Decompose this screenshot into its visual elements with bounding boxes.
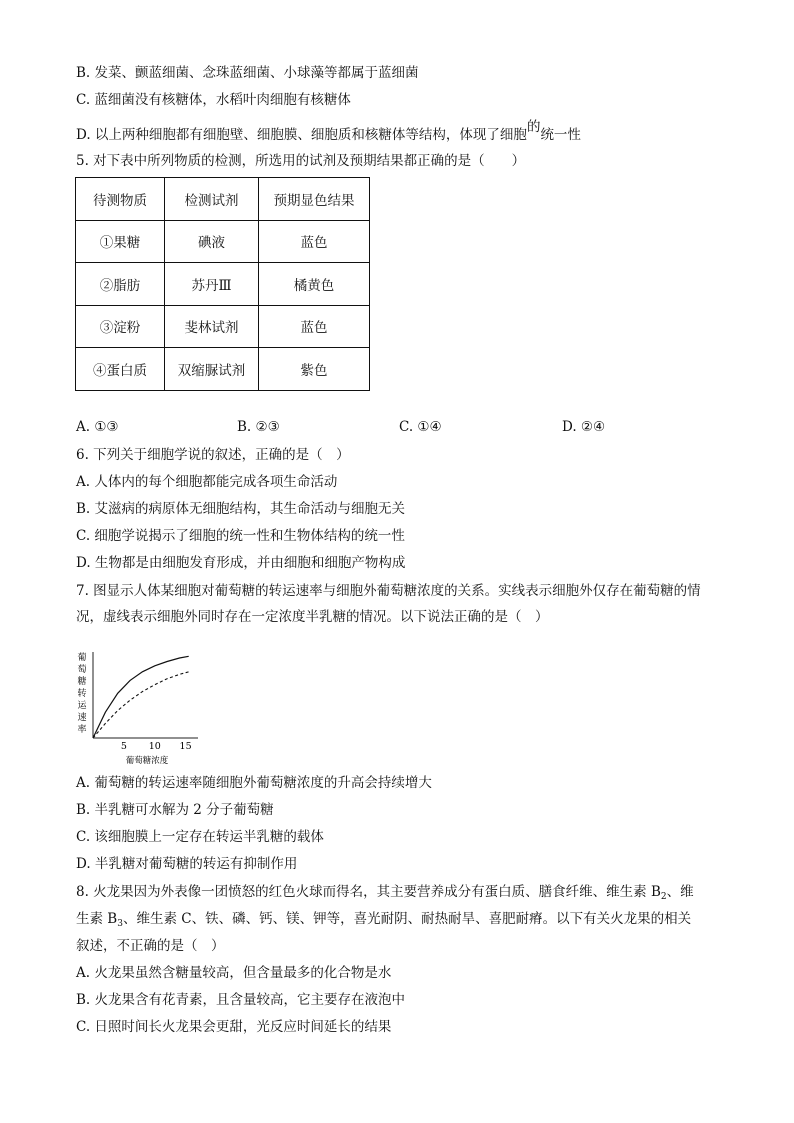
q7-option-c: C. 该细胞膜上一定存在转运半乳糖的载体	[76, 829, 324, 845]
q6-option-b: B. 艾滋病的病原体无细胞结构，其生命活动与细胞无关	[76, 501, 406, 517]
table-cell: ①果糖	[76, 220, 165, 263]
y-axis-label-char: 萄	[77, 665, 87, 675]
q5-option-c: C. ①④	[399, 419, 442, 435]
table-cell: ②脂肪	[76, 263, 165, 306]
q8-stem-line2	[76, 910, 691, 930]
q8-option-b: B. 火龙果含有花青素，且含量较高，它主要存在液泡中	[76, 992, 406, 1008]
table-row	[76, 305, 370, 348]
q8-subscript: 3	[117, 919, 123, 929]
q8-stem-line1-text: 8. 火龙果因为外表像一团愤怒的红色火球而得名，其主要营养成分有蛋白质、膳食纤维、维生素 B	[76, 884, 661, 900]
x-tick-label: 10	[148, 741, 161, 752]
table-cell: 苏丹Ⅲ	[165, 263, 259, 306]
table-cell: 橘黄色	[259, 263, 370, 306]
q7-option-b: B. 半乳糖可水解为 2 分子葡萄糖	[76, 802, 274, 818]
q8-stem-line1	[76, 883, 694, 903]
y-axis-label	[77, 651, 87, 735]
q7-chart	[74, 650, 204, 768]
y-axis-label-char: 率	[77, 725, 87, 735]
q4-option-d-sup: 的	[526, 119, 541, 135]
table-row	[76, 220, 370, 263]
q7-stem-line1: 7. 图显示人体某细胞对葡萄糖的转运速率与细胞外葡萄糖浓度的关系。实线表示细胞外仅存在葡萄糖的情	[76, 583, 701, 599]
q7-stem-line2: 况，虚线表示细胞外同时存在一定浓度半乳糖的情况。以下说法正确的是（ ）	[76, 609, 549, 625]
q5-stem: 5. 对下表中所列物质的检测，所选用的试剂及预期结果都正确的是（ ）	[76, 153, 526, 169]
q5-option-d: D. ②④	[562, 419, 606, 435]
q6-option-c: C. 细胞学说揭示了细胞的统一性和生物体结构的统一性	[76, 528, 405, 544]
table-cell: ③淀粉	[76, 305, 165, 348]
q6-option-a: A. 人体内的每个细胞都能完成各项生命活动	[76, 474, 338, 490]
q8-stem-line2-start: 生素 B	[76, 911, 118, 927]
q4-option-c: C. 蓝细菌没有核糖体，水稻叶肉细胞有核糖体	[76, 92, 351, 108]
table-row	[76, 348, 370, 391]
x-tick-label: 5	[120, 741, 127, 752]
q6-option-d: D. 生物都是由细胞发育形成，并由细胞和细胞产物构成	[76, 555, 406, 571]
table-cell: 紫色	[259, 348, 370, 391]
q8-stem-line2-text: 、维生素 C、铁、磷、钙、镁、钾等，喜光耐阴、耐热耐旱、喜肥耐瘠。以下有关火龙果的相关	[122, 911, 692, 927]
table-cell: 蓝色	[259, 220, 370, 263]
table-cell: 双缩脲试剂	[165, 348, 259, 391]
q4-option-d	[76, 119, 581, 144]
x-axis-label: 葡萄糖浓度	[125, 756, 169, 766]
q5-option-a: A. ①③	[76, 419, 119, 435]
y-axis-label-char: 速	[77, 713, 87, 723]
q6-stem: 6. 下列关于细胞学说的叙述，正确的是（ ）	[76, 447, 350, 463]
q7-option-d: D. 半乳糖对葡萄糖的转运有抑制作用	[76, 856, 298, 872]
table-header-cell: 预期显色结果	[259, 178, 370, 221]
table-header-cell: 检测试剂	[165, 178, 259, 221]
q8-stem-line1-end: 、维	[666, 884, 694, 900]
table-cell: 蓝色	[259, 305, 370, 348]
q4-option-d-end: 统一性	[540, 127, 581, 143]
table-cell: ④蛋白质	[76, 348, 165, 391]
y-axis-label-char: 转	[77, 689, 87, 699]
q5-table	[75, 177, 370, 391]
series-solid-line	[93, 656, 189, 738]
q8-option-c: C. 日照时间长火龙果会更甜，光反应时间延长的结果	[76, 1019, 392, 1035]
series-dashed-line	[93, 672, 189, 738]
y-axis-label-char: 葡	[77, 653, 87, 663]
table-header-cell: 待测物质	[76, 178, 165, 221]
q8-stem-line3: 叙述，不正确的是（ ）	[76, 938, 225, 954]
q8-subscript: 2	[660, 892, 667, 902]
y-axis-label-char: 运	[77, 701, 87, 711]
y-axis-label-char: 糖	[77, 677, 87, 687]
q4-option-d-text: D. 以上两种细胞都有细胞壁、细胞膜、细胞质和核糖体等结构，体现了细胞	[76, 127, 527, 143]
table-row	[76, 263, 370, 306]
q8-option-a: A. 火龙果虽然含糖量较高，但含量最多的化合物是水	[76, 965, 392, 981]
table-header-row	[76, 178, 370, 221]
x-tick-label: 15	[179, 741, 192, 752]
q7-option-a: A. 葡萄糖的转运速率随细胞外葡萄糖浓度的升高会持续增大	[76, 775, 432, 791]
q5-option-b: B. ②③	[237, 419, 280, 435]
table-cell: 碘液	[165, 220, 259, 263]
q4-option-b: B. 发菜、颤蓝细菌、念珠蓝细菌、小球藻等都属于蓝细菌	[76, 65, 419, 81]
table-cell: 斐林试剂	[165, 305, 259, 348]
